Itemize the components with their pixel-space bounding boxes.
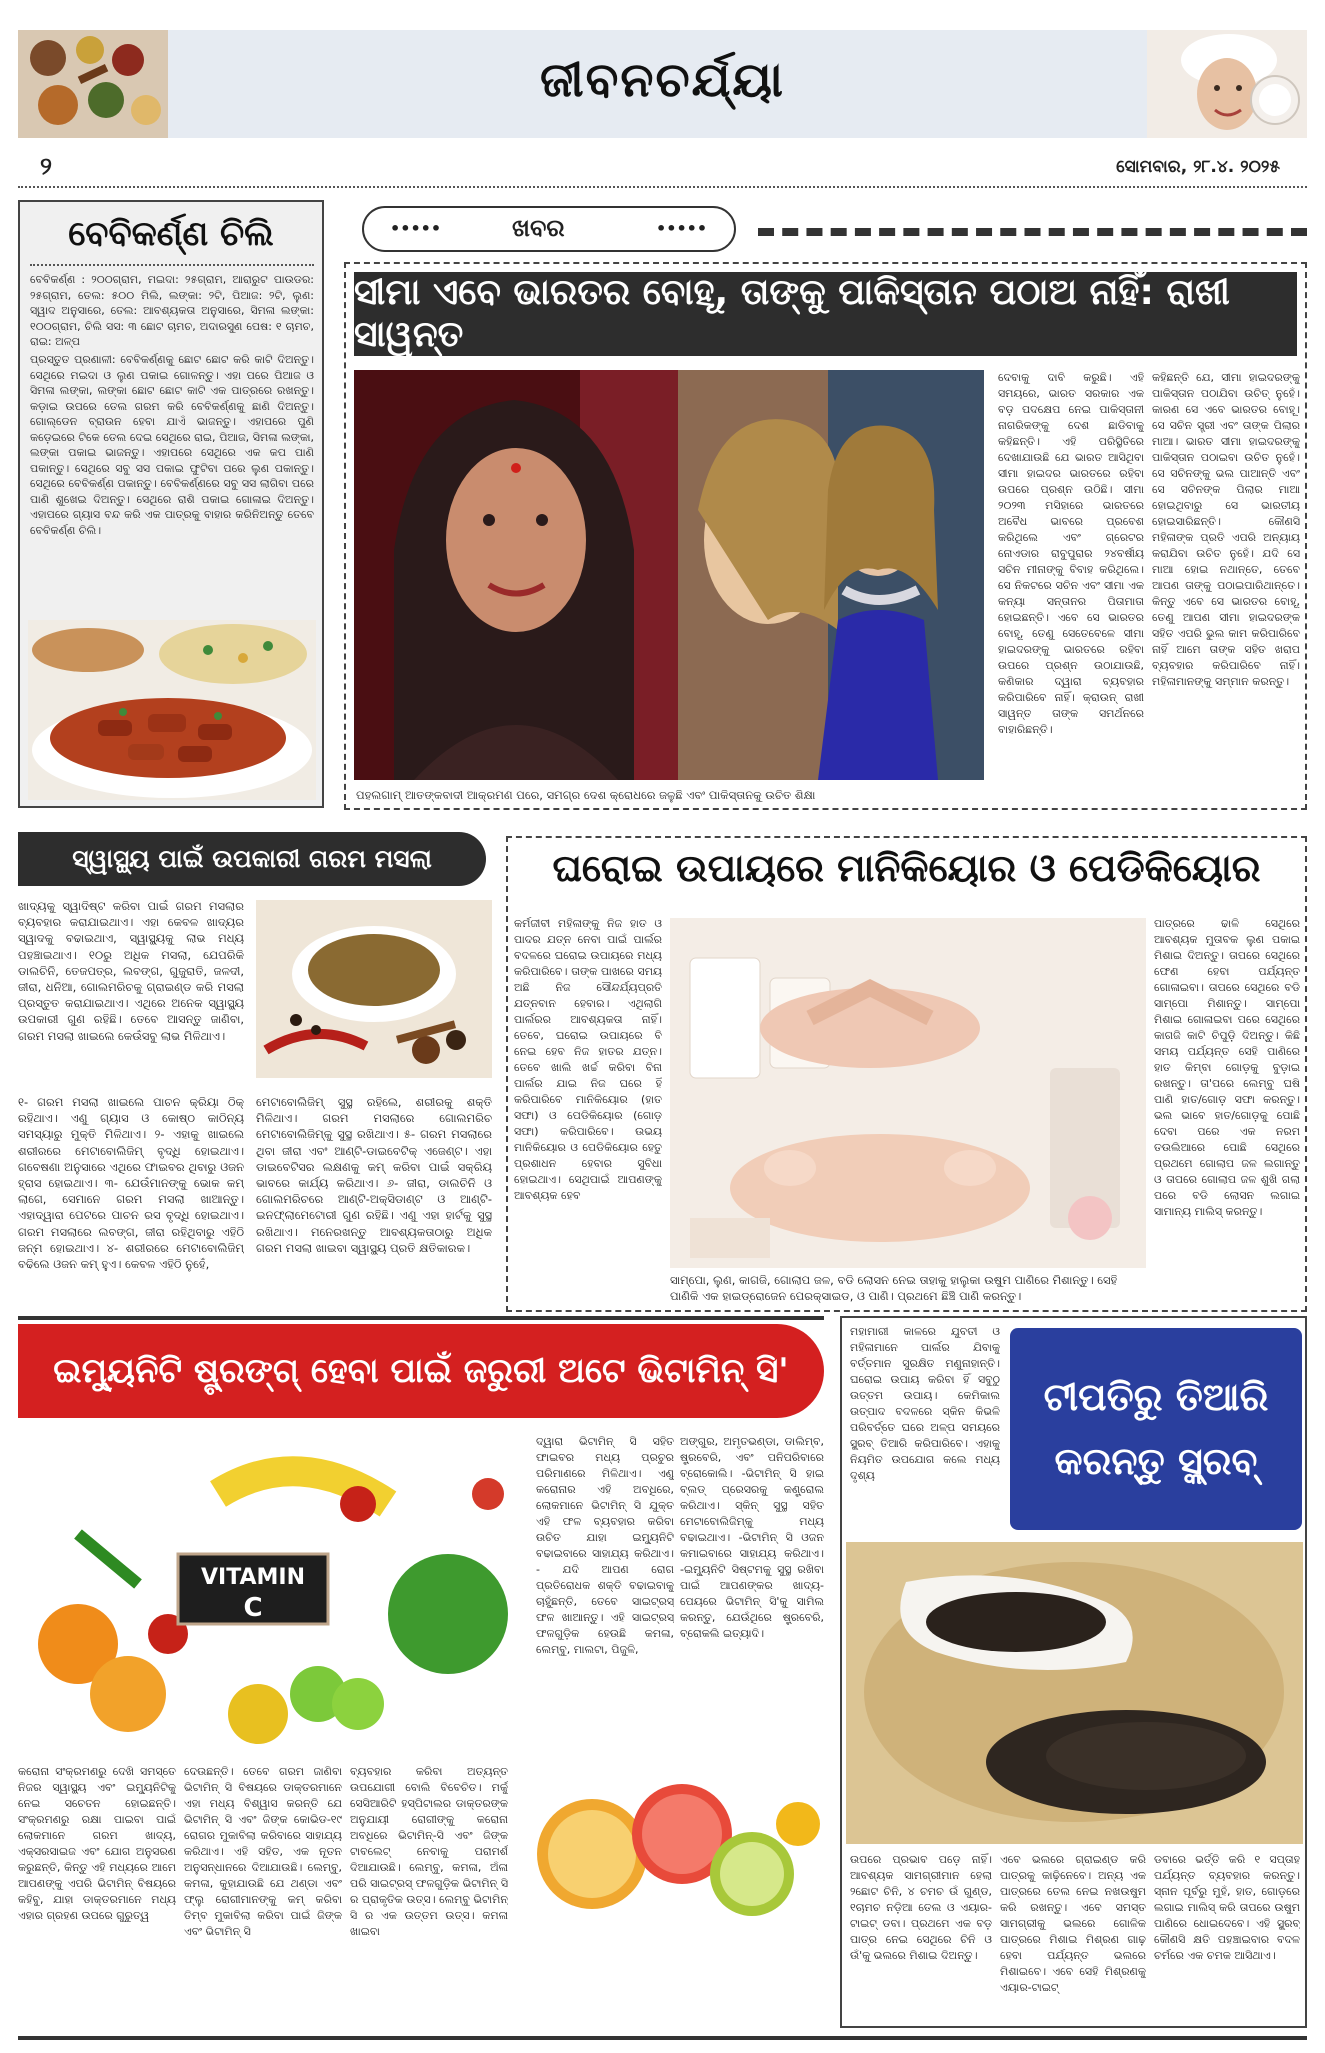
scrub-column-3: ଡବାରେ ଭର୍ତ୍ତି କରି ୧ ସପ୍ତାହ ପର୍ଯ୍ୟନ୍ତ ବ୍ୟବହାର କରନ୍ତୁ। ସ୍ନାନ ପୂର୍ବରୁ ମୁହଁ, ହାତ, ଗୋଡ଼ରେ ଲଗାଇ ମାଲିସ୍ କରି ତାପରେ ଉଷୁମ ପାଣିରେ ଧୋଇଦେବେ। ଏହି ସ୍କ୍ରବ୍ କୌଣସି କ୍ଷତି ପହଞ୍ଚାଇବାର ବଦଳ ଚର୍ମରେ ଏକ ଚମକ ଆସିଥାଏ। <box>1154 1853 1300 1962</box>
garam-masala-photo <box>256 900 492 1078</box>
vitamin-c-fruits-photo <box>18 1434 528 1754</box>
baby-corn-chili-photo <box>28 620 316 800</box>
news-column-1: ଦେବାକୁ ଦାବି କରୁଛି। ଏହି ସମୟରେ, ଭାରତ ସରକାର ଏକ ବଡ଼ ପଦକ୍ଷେପ ନେଇ ପାକିସ୍ତାନୀ ନାଗରିକଙ୍କୁ ଦେଶ ଛାଡିବାକୁ କହିଛନ୍ତି। ଏହି ପରିସ୍ଥିତିରେ ଦେଖାଯାଉଛି ଯେ ଭାରତ ଆସିଥିବା ସୀମା ହାଇଦର ଭାରତରେ ରହିବା ଉପରେ ପ୍ରଶ୍ନ ଉଠିଛି। ସୀମା ୨୦୨୩ ମସିହାରେ ଭାରତରେ ଅବୈଧ ଭାବରେ ପ୍ରବେଶ କରିଥିଲେ ଏବଂ ଗ୍ରେଟର ନୋଏଡାର ରାବୁପୁରାର ୨୪ବର୍ଷୀୟ ସଚିନ ମୀନାଙ୍କୁ ବିବାହ କରିଥିଲେ। ସେ ନିକଟରେ ସଚିନ ଏବଂ ସୀମା ଏକ କନ୍ୟା ସନ୍ତାନର ପିତାମାତା ହୋଇଛନ୍ତି। ଏବେ ସେ ଭାରତର ବୋହୂ, ତେଣୁ ସେତେବେଳେ ସୀମା ହାଇଦରଙ୍କୁ ଭାରତରେ ରହିବା ଉପରେ ପ୍ରଶ୍ନ ଉଠାଯାଉଛି, କଣିକାର ଦ୍ୱାରା ବ୍ୟବହାର କରିପାରିବେ ନାହିଁ। କ୍ରାଉନ୍ ରାଖୀ ସାୱନ୍ତ ତାଙ୍କ ସମର୍ଥନରେ ବାହାରିଛନ୍ତି। <box>998 371 1144 736</box>
page-number: ୨ <box>40 152 52 180</box>
vitamin-image-label: VITAMIN <box>200 1565 306 1590</box>
manicure-article <box>506 836 1307 1312</box>
seema-haider-photo <box>354 370 678 780</box>
bottom-rule <box>18 2036 1307 2040</box>
top-divider <box>18 186 1307 188</box>
vitamin-headline: ଇମ୍ୟୁନିଟି ଷ୍ଟ୍ରଙ୍ଗ୍ ହେବା ପାଇଁ ଜରୁରୀ ଅଟେ ଭିଟାମିନ୍ ସି' <box>18 1324 824 1418</box>
page-section-title: ଜୀବନଚର୍ଯ୍ୟା <box>540 52 785 108</box>
scrub-column-1: ଉପରେ ପ୍ରଭାବ ପଡ଼େ ନାହିଁ। ଆବଶ୍ୟକ ସାମଗ୍ରୀମାନ ହେଲା ୨ଛୋଟ ଚିନି, ୪ ଚମଚ ଉଁ ଗୁଣ୍ଡ, ୧ଚାମଚ ନଡ଼ିଆ ତେଲ ଓ ଏୟାର-ଟାଇଟ୍ ଡବା। ପ୍ରଥମେ ଏକ ବଡ଼ ପାତ୍ର ନେଇ ସେଥିରେ ଚିନି ଓ ଉଁ'କୁ ଭଲରେ ମିଶାଇ ଦିଅନ୍ତୁ। <box>850 1853 992 1962</box>
recipe-title: ବେବିକର୍ଣ୍ଣ ଚିଲି <box>68 214 274 254</box>
news-label-pill <box>362 206 736 252</box>
news-headline: ସୀମା ଏବେ ଭାରତର ବୋହୂ, ତାଙ୍କୁ ପାକିସ୍ତାନ ପଠାଅ ନାହିଁ: ରାଖୀ ସାୱନ୍ତ <box>354 272 1297 356</box>
masala-benefits: ୧- ଗରମ ମସଲା ଖାଇଲେ ପାଚନ କ୍ରିୟା ଠିକ୍ ରହିଥାଏ। ଏଣୁ ଗ୍ୟାସ ଓ କୋଷ୍ଠ କାଠିନ୍ୟ ସମସ୍ୟାରୁ ମୁକ୍ତି ମିଳିଥାଏ। ୨- ଏହାକୁ ଖାଇଲେ ଶରୀରରେ ମେଟାବୋଲିଜିମ୍ ବୃଦ୍ଧି ହୋଇଥାଏ। ଗବେଷଣା ଅନୁସାରେ ଏଥିରେ ଫାଇବର ଥିବାରୁ ଓଜନ ହ୍ରାସ ହୋଇଥାଏ। ୩- ଯେଉଁମାନଙ୍କୁ ଭୋକ କମ୍ ଲାଗେ, ସେମାନେ ଗରମ ମସଲା ଖାଆନ୍ତୁ। ଏହାଦ୍ୱାରା ପେଟରେ ପାଚନ ରସ ବୃଦ୍ଧି ହୋଇଥାଏ। ଗରମ ମସଲାରେ ଲବଙ୍ଗ, ଜୀରା ରହିଥିବାରୁ ଏହିଠି ଜନ୍ମ ହୋଇଥାଏ। ୪- ଶରୀରରେ ମେଟାବୋଲିଜିମ୍ ବଢିଲେ ଓଜନ କମ୍ ହୁଏ। କେବଳ ଏହିଠି ନୁହେଁ, <box>18 1095 244 1272</box>
vitamin-column-3: ବ୍ୟବହାର କରିବା ଅତ୍ୟନ୍ତ ଉପଯୋଗୀ ବୋଲି ବିବେଚିତ। ମର୍କୁ ସେସିଆରିଟି ହସ୍ପିଟାଲର ଡାକ୍ତରଙ୍କ ଅନୁଯାୟୀ ରୋଗୀଙ୍କୁ କରୋନା ଅବଧିରେ ଭିଟାମିନ୍-ସି ଏବଂ ଜିଙ୍କ ଟାବଲେଟ୍ ନେବାକୁ ପରାମର୍ଶ ଦିଆଯାଉଛି। ଲେମ୍ବୁ, କମଳା, ଅଁଳା ପରି ସାଇଟ୍ରସ୍ ଫଳଗୁଡ଼ିକ ଭିଟାମିନ୍ ସି ର ପ୍ରାକୃତିକ ଉତ୍ସ। ଲେମ୍ବୁ ଭିଟାମିନ୍ ସି ର ଏକ ଉତ୍ତମ ଉତ୍ସ। କମଳା ଖାଇବା <box>350 1765 508 1938</box>
vitamin-column-1: କରୋନା ସଂକ୍ରମଣରୁ ଦେଖି ସମସ୍ତେ ନିଜର ସ୍ୱାସ୍ଥ୍ୟ ଏବଂ ଇମ୍ୟୁନିଟିକୁ ନେଇ ସଚେତନ ହୋଇଛନ୍ତି। ସଂକ୍ରମଣରୁ ରକ୍ଷା ପାଇବା ପାଇଁ ଲୋକମାନେ ଗରମ ଖାଦ୍ୟ, ଏକ୍ସରସାଇଜ ଏବଂ ଯୋଗ ଅନୁସରଣ କରୁଛନ୍ତି, କିନ୍ତୁ ଏହି ମଧ୍ୟରେ ଆମେ ଆପଣଙ୍କୁ ଏପରି ଭିଟାମିନ୍ ବିଷୟରେ କହିବୁ, ଯାହା ଡାକ୍ତରମାନେ ମଧ୍ୟ ଏହାର ଗ୍ରହଣ ଉପରେ ଗୁରୁତ୍ୱ <box>18 1765 176 1922</box>
news-label: ଖବର <box>512 214 565 242</box>
manicure-column-1: କର୍ମଜୀବୀ ମହିଳାଙ୍କୁ ନିଜ ହାତ ଓ ପାଦର ଯତ୍ନ ନେବା ପାଇଁ ପାର୍ଲର ବଦଳରେ ଘରୋଇ ଉପାୟରେ ମଧ୍ୟ କରିପାରିବେ। ତାଙ୍କ ପାଖରେ ସମୟ ଅଛି ନିଜ ସୌନ୍ଦର୍ଯ୍ୟପ୍ରତି ଯତ୍ନବାନ ହେବାର। ଏଥିଲାଗି ପାର୍ଲରର ଆବଶ୍ୟକତା ନାହିଁ। ତେବେ, ଘରୋଇ ଉପାୟରେ ବି ନେଇ ହେବ ନିଜ ହାତର ଯତ୍ନ। ତେବେ ଖାଲି ଖର୍ଚ୍ଚ କରିବା ବିନା ପାର୍ଲର ଯାଇ ନିଜ ଘରେ ହିଁ କରିପାରିବେ ମାନିକିୟୋର (ହାତ ସଫା) ଓ ପେଡିକିୟୋର (ଗୋଡ଼ ସଫା) କରିପାରିବେ। ଉଭୟ ମାନିକିୟୋର ଓ ପେଡିକିୟୋର ହେତୁ ପ୍ରଶାଧନ ହେବାର ସୁବିଧା ହୋଇଥାଏ। ସେଥିପାଇଁ ଆପଣଙ୍କୁ ଆବଶ୍ୟକ ହେବ <box>514 917 662 1202</box>
news-column-2: କହିଛନ୍ତି ଯେ, ସୀମା ହାଇଦରଙ୍କୁ ପାକିସ୍ତାନ ପଠାଯିବା ଉଚିତ୍ ନୁହେଁ। କାରଣ ସେ ଏବେ ଭାରତର ବୋହୂ। ସେ ସଚିନ ସ୍ତ୍ରୀ ଏବଂ ତାଙ୍କ ପିଲାର ମାଆ। ଭାରତ ସୀମା ହାଇଦରଙ୍କୁ ପାକିସ୍ତାନ ପଠାଇବା ଉଚିତ ନୁହେଁ। ସେ ସଚିନଙ୍କୁ ଭଲ ପାଆନ୍ତି ଏବଂ ସେ ସଚିନଙ୍କ ପିଲାର ମାଆ ହୋଇଥିବାରୁ ସେ ଭାରତୀୟ ହୋଇସାରିଛନ୍ତି। କୌଣସି ମହିଳାଙ୍କ ପ୍ରତି ଏପରି ଅନ୍ୟାୟ କରାଯିବା ଉଚିତ ନୁହେଁ। ଯଦି ସେ ମାଆ ହୋଇ ନଥାନ୍ତେ, ତେବେ ଆପଣ ତାଙ୍କୁ ପଠାଇପାରିଥାନ୍ତେ। କିନ୍ତୁ ଏବେ ସେ ଭାରତର ବୋହୂ, ତେଣୁ ଆପଣ ସୀମା ହାଇଦରଙ୍କ ସହିତ ଏପରି ଭୁଲ କାମ କରିପାରିବେ ନାହିଁ ଆମେ ତାଙ୍କ ସହିତ ଖରାପ ବ୍ୟବହାର କରିପାରିବେ ନାହିଁ। ମହିଳାମାନଙ୍କୁ ସମ୍ମାନ କରନ୍ତୁ। <box>1152 371 1300 688</box>
page-date: ସୋମବାର, ୨୮.୪. ୨୦୨୫ <box>1116 157 1280 177</box>
news-label-dots-left: ••••• <box>390 219 442 238</box>
vitamin-image-letter: C <box>243 1593 263 1623</box>
vitamin-column-2: ଦେଉଛନ୍ତି। ତେବେ ଗରମ ଜାଣିବା ଭିଟାମିନ୍ ସି ବିଷୟରେ ଡାକ୍ତରମାନେ ଏହା ମଧ୍ୟ ବିଶ୍ୱାସ କରନ୍ତି ଯେ ଭିଟାମିନ୍ ସି ଏବଂ ଜିଙ୍କ କୋଭିଡ-୧୯ ରୋଗର ମୁକାବିଲା କରିବାରେ ସାହାଯ୍ୟ କରିଥାଏ। ଏହି ସହିତ, ଏକ ନୂତନ ଅନୁସନ୍ଧାନରେ ଦିଆଯାଉଛି। ଲେମ୍ବୁ, କମଳା, କୁହାଯାଉଛି ଯେ ଥଣ୍ଡା ଏବଂ ଫ୍ଲୁ ରୋଗୀମାନଙ୍କୁ କମ୍ କରିବା ତିମ୍ବ ମୁକାବିଲା କରିବା ପାଇଁ ଜିଙ୍କ ଏବଂ ଭିଟାମିନ୍ ସି <box>184 1765 342 1938</box>
rakhi-sawant-photo <box>678 370 984 780</box>
scrub-column-2: ଏବେ ଭଲରେ ଗ୍ରାଇଣ୍ଡ କରି ପାତ୍ରକୁ କାଢ଼ିନେବେ। ଅନ୍ୟ ଏକ ପାତ୍ରରେ ତେଲ ନେଇ ନଖଉଷୁମ କରି ରଖନ୍ତୁ। ଏବେ ସମସ୍ତ ସାମଗ୍ରୀକୁ ଭଲରେ ଗୋଳିକ ପାତ୍ରରେ ମିଶାଇ ମିଶ୍ରଣ ଗାଢ଼ ହେବା ପର୍ଯ୍ୟନ୍ତ ଭଲରେ ମିଶାଇବେ। ଏବେ ସେହି ମିଶ୍ରଣକୁ ଏୟାର-ଟାଇଟ୍ <box>1000 1853 1146 1994</box>
masthead-banner <box>18 30 1307 138</box>
manicure-column-2: ପାତ୍ରରେ ଢାଳି ସେଥିରେ ଆବଶ୍ୟକ ମୁତାବକ ଲୁଣ ପକାଇ ମିଶାଇ ଦିଅନ୍ତୁ। ତାପରେ ସେଥିରେ ଫେଣ ହେବା ପର୍ଯ୍ୟନ୍ତ ଗୋଳାଇବା। ତାପରେ ସେଥିରେ ବଡି ସାମ୍ପୋ ମିଶାନ୍ତୁ। ସାମ୍ପୋ ମିଶାଇ ଗୋଳାଇବା ପରେ ସେଥିରେ କାଗଜି କାଟି ଚିପୁଡ଼ି ଦିଅନ୍ତୁ। କିଛି ସମୟ ପର୍ଯ୍ୟନ୍ତ ସେହି ପାଣିରେ ହାତ କିମ୍ବା ଗୋଡ଼କୁ ବୁଡ଼ାଇ ରଖନ୍ତୁ। ତା'ପରେ ଲେମ୍ବୁ ଘଷି ପାଣି ହାତ/ଗୋଡ଼ ସଫା କରନ୍ତୁ। ଭଲ ଭାବେ ହାତ/ଗୋଡ଼କୁ ପୋଛି ଦେବା ପରେ ଏକ ନରମ ତଉଲିଆରେ ପୋଛି ସେଥିରେ ପ୍ରଥମେ ଗୋଲାପ ଜଳ ଲଗାନ୍ତୁ ଓ ତାପରେ ଗୋଲାପ ଜଳ ଶୁଖି ଗଲା ପରେ ବଡି ଲୋସନ ଲଗାଇ ସାମାନ୍ୟ ମାଲିସ୍ କରନ୍ତୁ। <box>1154 917 1300 1218</box>
recipe-box <box>18 200 324 808</box>
manicure-photo-caption: ସାମ୍ପୋ, ଲୁଣ, କାଗଜି, ଗୋଲାପ ଜଳ, ବଡି ଲୋସନ ନେଇ ତାହାକୁ ହାଲୁକା ଉଷୁମ ପାଣିରେ ମିଶାନ୍ତୁ। ସେହି ପାଣିକି ଏକ ହାଇଡ୍ରୋଜେନ ପେରକ୍ସାଇଡ, ଓ ପାଣି। ପ୍ରଥମେ ଛିଞ୍ଚି ପାଣି କରନ୍ତୁ। <box>670 1273 1118 1303</box>
manicure-pedicure-photo <box>670 918 1146 1268</box>
woman-skincare-photo <box>1147 30 1307 138</box>
vitamin-top-rule <box>18 1316 824 1320</box>
recipe-ingredients: ବେବିକର୍ଣ୍ଣ : ୨୦୦ଗ୍ରାମ, ମଇଦା: ୨୫ଗ୍ରାମ, ଆରାରୁଟ ପାଉଡର: ୨୫ଗ୍ରାମ, ତେଲ: ୫୦୦ ମିଲି, ଲଙ୍କା: ୨ଟି, ପିଆଜ: ୨ଟି, ଲୁଣ: ସ୍ୱାଦ ଅନୁସାରେ, ତେଲ: ଆବଶ୍ୟକତା ଅନୁସାରେ, ସିମଳା ଲଙ୍କା: ୧୦୦ଗ୍ରାମ, ଚିଲି ସସ: ୩ ଛୋଟ ଚାମଚ, ଅଦାରସୁଣ ପେଷ: ୧ ଚାମଚ, ରାଇ: ଅଳ୍ପ <box>30 273 314 348</box>
vitamin-column-4: ଦ୍ୱାରା ଭିଟାମିନ୍ ସି ସହିତ ଫାଇବର ମଧ୍ୟ ପ୍ରଚୁର ପରିମାଣରେ ମିଳିଥାଏ। ଏଣୁ କରୋନାର ଏହି ଅବଧିରେ, ଲୋକମାନେ ଭିଟାମିନ୍ ସି ଯୁକ୍ତ ଏହି ଫଳ ବ୍ୟବହାର କରିବା ଉଚିତ ଯାହା ଇମ୍ୟୁନିଟି ବଢାଇବାରେ ସାହାଯ୍ୟ କରିଥାଏ। - ଯଦି ଆପଣ ରୋଗ ପ୍ରତିରୋଧକ ଶକ୍ତି ବଢାଇବାକୁ ଚାହୁଁଛନ୍ତି, ତେବେ ସାଇଟ୍ରସ୍ ଫଳ ଖାଆନ୍ତୁ। ଏହି ସାଇଟ୍ରସ୍ ଫଳଗୁଡ଼ିକ ହେଉଛି କମଳା, ଲେମ୍ବୁ, ମାଲଟା, ପିଜୁଳି, <box>536 1435 674 1656</box>
scrub-article <box>840 1316 1307 2028</box>
recipe-method: ପ୍ରସ୍ତୁତ ପ୍ରଣାଳୀ: ବେବିକର୍ଣ୍ଣକୁ ଛୋଟ ଛୋଟ କରି କାଟି ଦିଅନ୍ତୁ। ସେଥିରେ ମଇଦା ଓ ଲୁଣ ପକାଇ ଗୋଳନ୍ତୁ। ଏହା ପରେ ପିଆଜ ଓ ସିମଳା ଲଙ୍କା, ଲଙ୍କା ଛୋଟ ଛୋଟ କାଟି ଏକ ପାତ୍ରରେ ରଖନ୍ତୁ। କଡ଼ାଇ ଉପରେ ତେଲ ଗରମ କରି ବେବିକର୍ଣ୍ଣକୁ ଛାଣି ଦିଅନ୍ତୁ। ଗୋଲ୍ଡେନ ବ୍ରାଉନ ହେବା ଯାଏଁ ଭାଜନ୍ତୁ। ଏହାପରେ ପୁଣି କଡ଼େଇରେ ଟିକେ ତେଲ ଦେଇ ସେଥିରେ ରାଇ, ପିଆଜ, ସିମଳା ଲଙ୍କା, ଲଙ୍କା ପକାଇ ଭାଜନ୍ତୁ। ଏହାପରେ ସେଥିରେ ଏକ କପ ପାଣି ପକାନ୍ତୁ। ସେଥିରେ ସବୁ ସସ ପକାଇ ଫୁଟିବା ପରେ ଲୁଣ ପକାନ୍ତୁ। ସେଥିରେ ବେବିକର୍ଣ୍ଣ ପକାନ୍ତୁ। ବେବିକର୍ଣ୍ଣରେ ସବୁ ସସ ଲାଗିବା ପରେ ପାଣି ଶୁଖେଇ ଦିଅନ୍ତୁ। ସେଥିରେ ରାଶି ପକାଇ ଗୋଳାଇ ଦିଅନ୍ତୁ। ଏହାପରେ ଗ୍ୟାସ ବନ୍ଦ କରି ଏକ ପାତ୍ରକୁ ବାହାର କରିନିଅନ୍ତୁ ତେବେ ବେବିକର୍ଣ୍ଣ ଚିଲି। <box>30 353 314 537</box>
news-dash-rule <box>758 228 1307 236</box>
news-article <box>344 262 1307 810</box>
vitamin-column-5: ଅଙ୍ଗୁର, ଅମୃତଭଣ୍ଡା, ଡାଲିମ୍ବ, ଷ୍ଟ୍ରବେରି, ଏବଂ ପନିପରିବାରେ ବ୍ରୋକୋଲି। -ଭିଟାମିନ୍ ସି ହାଇ ବ୍ଲଡ୍ ପ୍ରେସରକୁ କଣ୍ଟ୍ରୋଲ କରିଥାଏ। ସ୍କିନ୍ ସୁସ୍ଥ ସହିତ ମେଟାବୋଲିଜିମ୍କୁ ମଧ୍ୟ ବଢାଇଥାଏ। -ଭିଟାମିନ୍ ସି ଓଜନ କମାଇବାରେ ସାହାଯ୍ୟ କରିଥାଏ। -ଇମ୍ୟୁନିଟି ସିଷ୍ଟମକୁ ସୁସ୍ଥ ରଖିବା ପାଇଁ ଆପଣଙ୍କର ଖାଦ୍ୟ-ପେୟରେ ଭିଟାମିନ୍ ସି'କୁ ସାମିଲ କରନ୍ତୁ, ଯେଉଁଥିରେ ଷ୍ଟ୍ରବେରି, ବ୍ରୋକଲି ଇତ୍ୟାଦି। <box>680 1435 824 1640</box>
masala-column-2: ମେଟାବୋଲିଜିମ୍ ସୁସ୍ଥ ରହିଲେ, ଶରୀରକୁ ଶକ୍ତି ମିଳିଥାଏ। ଗରମ ମସଲାରେ ଗୋଲମରିଚ ମେଟାବୋଲିଜିମ୍କୁ ସୁସ୍ଥ ରଖିଥାଏ। ୫- ଗରମ ମସଲାରେ ଥିବା ଜୀରା ଏବଂ ଆଣ୍ଟି-ଡାଇବେଟିକ୍ ଏଜେଣ୍ଟ। ଏହା ଡାଇବେଟିସର ଲକ୍ଷଣକୁ କମ୍ କରିବା ପାଇଁ ସକ୍ରିୟ ଭାବରେ କାର୍ଯ୍ୟ କରିଥାଏ। ୬- ଜୀରା, ଡାଲଚିନି ଓ ଗୋଲମରିଚରେ ଆଣ୍ଟି-ଅକ୍ସିଡାଣ୍ଟ ଓ ଆଣ୍ଟି-ଇନଫ୍ଲାମେଟୋରୀ ଗୁଣ ରହିଛି। ଏଣୁ ଏହା ହାର୍ଟକୁ ସୁସ୍ଥ ରଖିଥାଏ। ମନେରଖନ୍ତୁ ଆବଶ୍ୟକତାଠାରୁ ଅଧିକ ଗରମ ମସଲା ଖାଇବା ସ୍ୱାସ୍ଥ୍ୟ ପ୍ରତି କ୍ଷତିକାରକ। <box>256 1095 492 1255</box>
manicure-headline: ଘରୋଇ ଉପାୟରେ ମାନିକିୟୋର ଓ ପେଡିକିୟୋର <box>552 846 1261 890</box>
scrub-intro: ମହାମାରୀ କାଳରେ ଯୁବତୀ ଓ ମହିଳାମାନେ ପାର୍ଲର ଯିବାକୁ ବର୍ତ୍ତମାନ ସୁରକ୍ଷିତ ମଣୁନାହାନ୍ତି। ଘରୋଇ ଉପାୟ କରିବା ହିଁ ସବୁଠୁ ଉତ୍ତମ ଉପାୟ। କେମିକାଲ ଉତ୍ପାଦ ବଦଳରେ ସ୍କିନ କିଭଳି ପରିବର୍ତ୍ତେ ଘରେ ଅଳ୍ପ ସମୟରେ ସ୍କ୍ରବ୍ ତିଆରି କରିପାରିବେ। ଏହାକୁ ନିୟମିତ ଉପଯୋଗ କଲେ ମଧ୍ୟ ଦୃଶ୍ୟ <box>850 1325 1000 1482</box>
scrub-headline: ଟୀପତିରୁ ତିଆରି କରନ୍ତୁ ସ୍କ୍ରବ୍ <box>1010 1328 1302 1530</box>
recipe-divider <box>30 264 314 266</box>
tea-leaves-scrub-photo <box>846 1542 1303 1844</box>
masala-headline: ସ୍ୱାସ୍ଥ୍ୟ ପାଇଁ ଉପକାରୀ ଗରମ ମସଲା <box>18 832 486 886</box>
news-photo-caption: ପହଲଗାମ୍ ଆତଙ୍କବାଦୀ ଆକ୍ରମଣ ପରେ, ସମଗ୍ର ଦେଶ କ୍ରୋଧରେ ଜଳୁଛି ଏବଂ ପାକିସ୍ତାନକୁ ଉଚିତ ଶିକ୍ଷା <box>356 788 816 802</box>
news-label-dots-right: ••••• <box>656 219 708 238</box>
masala-intro: ଖାଦ୍ୟକୁ ସ୍ୱାଦିଷ୍ଟ କରିବା ପାଇଁ ଗରମ ମସଲାର ବ୍ୟବହାର କରାଯାଇଥାଏ। ଏହା କେବଳ ଖାଦ୍ୟର ସ୍ୱାଦକୁ ବଢାଇଥାଏ, ସ୍ୱାସ୍ଥ୍ୟକୁ ଲାଭ ମଧ୍ୟ ପହଞ୍ଚାଇଥାଏ। ୧୦ରୁ ଅଧିକ ମସଲା, ଯେପରିକି ଡାଲଚିନି, ତେଜପତ୍ର, ଲବଙ୍ଗ, ଗୁଜୁରାତି, ଜଳଦୀ, ଜୀରା, ଧନିଆ, ଗୋଲମରିଚକୁ ଗ୍ରାଇଣ୍ଡ କରି ମସଲା ପ୍ରସ୍ତୁତ କରାଯାଇଥାଏ। ଏଥିରେ ଅନେକ ସ୍ୱାସ୍ଥ୍ୟ ଉପକାରୀ ଗୁଣ ରହିଛି। ତେବେ ଆସନ୍ତୁ ଜାଣିବା, ଗରମ ମସଲା ଖାଇଲେ କେଉଁସବୁ ଲାଭ ମିଳିଥାଏ। <box>18 899 244 1043</box>
citrus-fruits-photo <box>512 1764 824 1924</box>
